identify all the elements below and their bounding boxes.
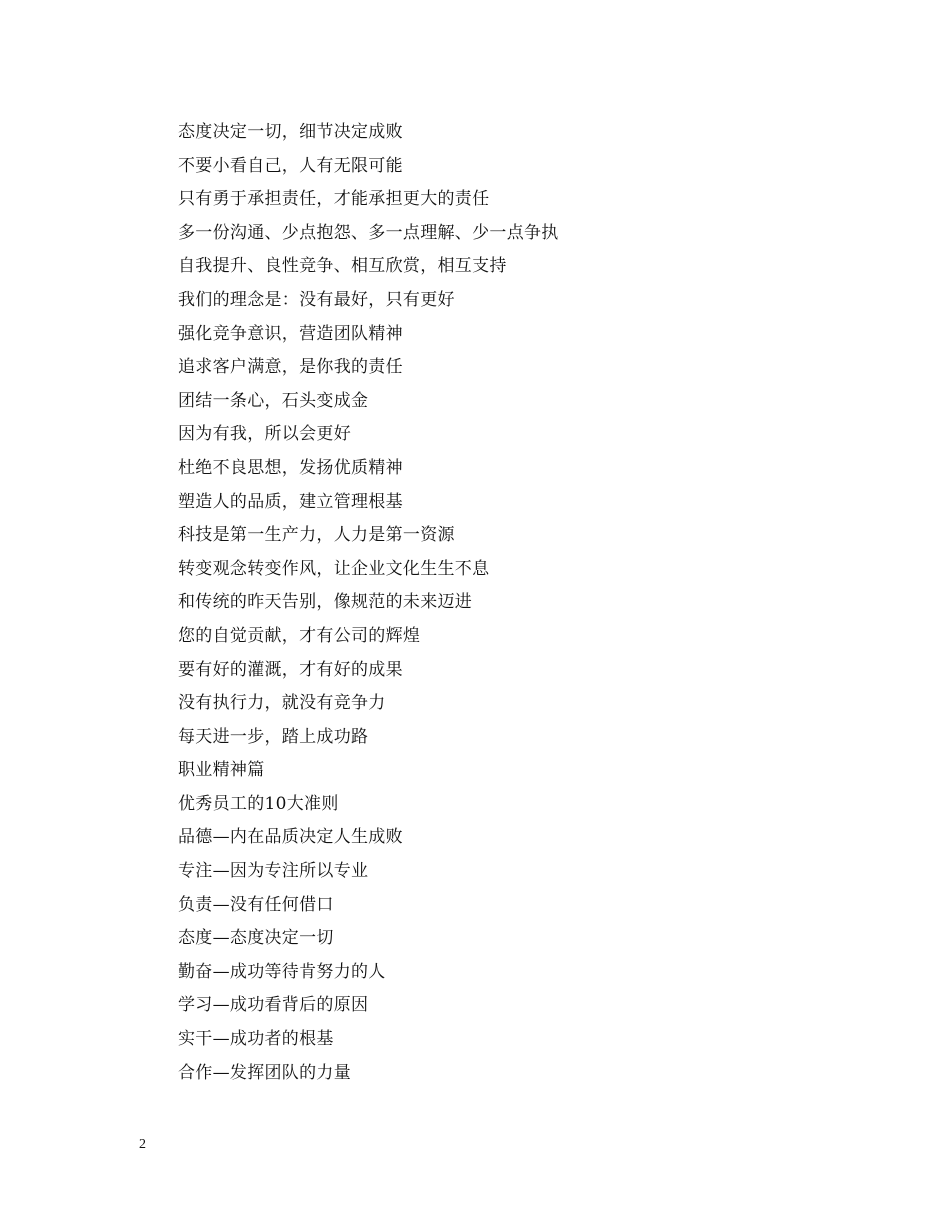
text-line: 您的自觉贡献，才有公司的辉煌 (178, 625, 421, 646)
text-line: 塑造人的品质，建立管理根基 (178, 491, 403, 512)
text-line: 因为有我，所以会更好 (178, 424, 351, 445)
text-line: 品德—内在品质决定人生成败 (178, 827, 403, 848)
text-line: 学习—成功看背后的原因 (178, 995, 369, 1016)
text-line: 科技是第一生产力，人力是第一资源 (178, 525, 455, 546)
text-line: 态度决定一切，细节决定成败 (178, 122, 403, 142)
text-line: 合作—发挥团队的力量 (178, 1062, 351, 1083)
text-line: 多一份沟通、少点抱怨、多一点理解、少一点争执 (178, 222, 559, 243)
text-line: 每天进一步，踏上成功路 (178, 726, 369, 747)
page-number: 2 (139, 1137, 146, 1152)
text-line: 没有执行力，就没有竞争力 (178, 693, 386, 714)
section-heading: 职业精神篇 (178, 760, 265, 781)
subsection-heading: 优秀员工的10大准则 (178, 793, 339, 814)
text-line: 实干—成功者的根基 (178, 1029, 334, 1050)
text-line: 要有好的灌溉，才有好的成果 (178, 659, 403, 680)
text-line: 只有勇于承担责任，才能承担更大的责任 (178, 189, 490, 210)
text-line: 不要小看自己，人有无限可能 (178, 155, 403, 176)
text-line: 负责—没有任何借口 (178, 894, 334, 915)
text-line: 杜绝不良思想，发扬优质精神 (178, 457, 403, 478)
text-line: 态度—态度决定一切 (178, 928, 334, 949)
text-line: 自我提升、良性竞争、相互欣赏，相互支持 (178, 256, 507, 277)
text-line: 和传统的昨天告别，像规范的未来迈进 (178, 592, 473, 613)
text-line: 我们的理念是：没有最好，只有更好 (178, 289, 455, 310)
text-line: 团结一条心，石头变成金 (178, 390, 369, 411)
text-line: 勤奋—成功等待肯努力的人 (178, 961, 386, 982)
text-line: 追求客户满意，是你我的责任 (178, 357, 403, 378)
document-body (178, 116, 878, 1090)
text-line: 强化竞争意识，营造团队精神 (178, 323, 403, 344)
text-line: 专注—因为专注所以专业 (178, 861, 369, 882)
text-line: 转变观念转变作风，让企业文化生生不息 (178, 558, 490, 579)
